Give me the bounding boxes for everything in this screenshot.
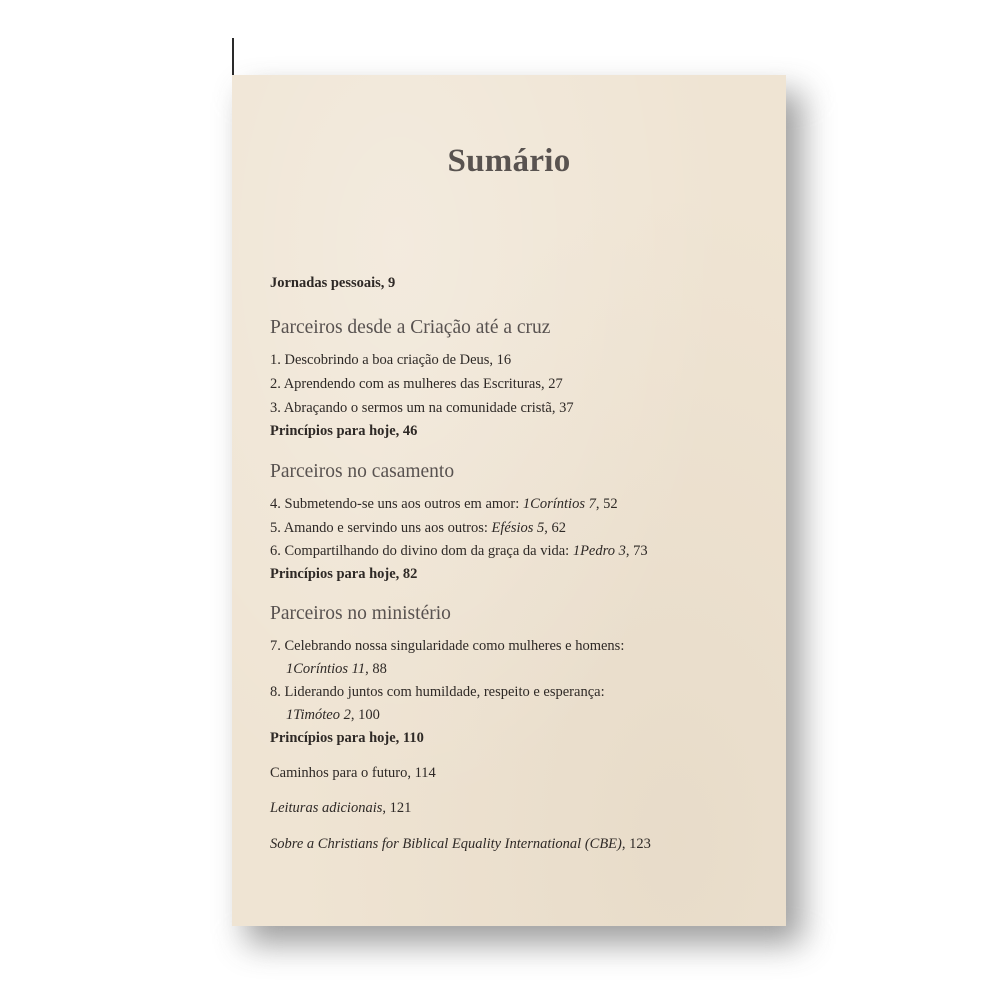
toc-item-5-ref: Efésios 5 (491, 520, 545, 536)
toc-readings-page: , 121 (382, 800, 412, 816)
toc-item-2: 2. Aprendendo com as mulheres das Escrituras, 27 (270, 376, 563, 392)
toc-item-4-ref: 1Coríntios 7 (522, 496, 596, 512)
toc-item-8-ref: 1Timóteo 2 (286, 707, 351, 723)
toc-item-7-page: , 88 (365, 661, 387, 677)
toc-item-6 (270, 543, 648, 560)
toc-item-8-reference (286, 707, 380, 724)
toc-item-6-ref: 1Pedro 3 (572, 543, 626, 559)
toc-item-8-page: , 100 (350, 707, 380, 723)
toc-item-4 (270, 496, 618, 513)
book-page (232, 75, 786, 926)
toc-about-label: Sobre a Christians for Biblical Equality International (CBE) (270, 836, 622, 852)
section-heading-creation: Parceiros desde a Criação até a cruz (270, 317, 551, 338)
toc-readings-label: Leituras adicionais (270, 800, 383, 816)
toc-item-7-reference (286, 661, 387, 678)
toc-item-6-text: 6. Compartilhando do divino dom da graça da vida: (270, 543, 573, 559)
toc-item-5-text: 5. Amando e servindo uns aos outros: (270, 520, 492, 536)
toc-readings (270, 800, 411, 817)
toc-item-7-ref: 1Coríntios 11 (286, 661, 366, 677)
section-heading-ministry: Parceiros no ministério (270, 603, 451, 624)
section-heading-marriage: Parceiros no casamento (270, 461, 455, 482)
toc-about-page: , 123 (621, 836, 651, 852)
toc-item-7: 7. Celebrando nossa singularidade como mulheres e homens: (270, 638, 625, 654)
toc-item-6-page: , 73 (625, 543, 648, 559)
toc-item-1: 1. Descobrindo a boa criação de Deus, 16 (270, 352, 512, 368)
toc-item-5 (270, 520, 566, 537)
toc-future: Caminhos para o futuro, 114 (270, 765, 436, 781)
page-title: Sumário (447, 143, 571, 179)
toc-principles-1: Princípios para hoje, 46 (270, 423, 418, 439)
toc-item-5-page: , 62 (544, 520, 567, 536)
toc-item-8: 8. Liderando juntos com humildade, respeito e esperança: (270, 684, 605, 700)
toc-item-4-text: 4. Submetendo-se uns aos outros em amor: (270, 496, 523, 512)
toc-intro: Jornadas pessoais, 9 (270, 275, 396, 291)
toc-about (270, 836, 651, 853)
toc-principles-2: Princípios para hoje, 82 (270, 566, 418, 582)
toc-item-4-page: , 52 (595, 496, 618, 512)
toc-principles-3: Princípios para hoje, 110 (270, 730, 424, 746)
toc-item-3: 3. Abraçando o sermos um na comunidade cristã, 37 (270, 400, 574, 416)
